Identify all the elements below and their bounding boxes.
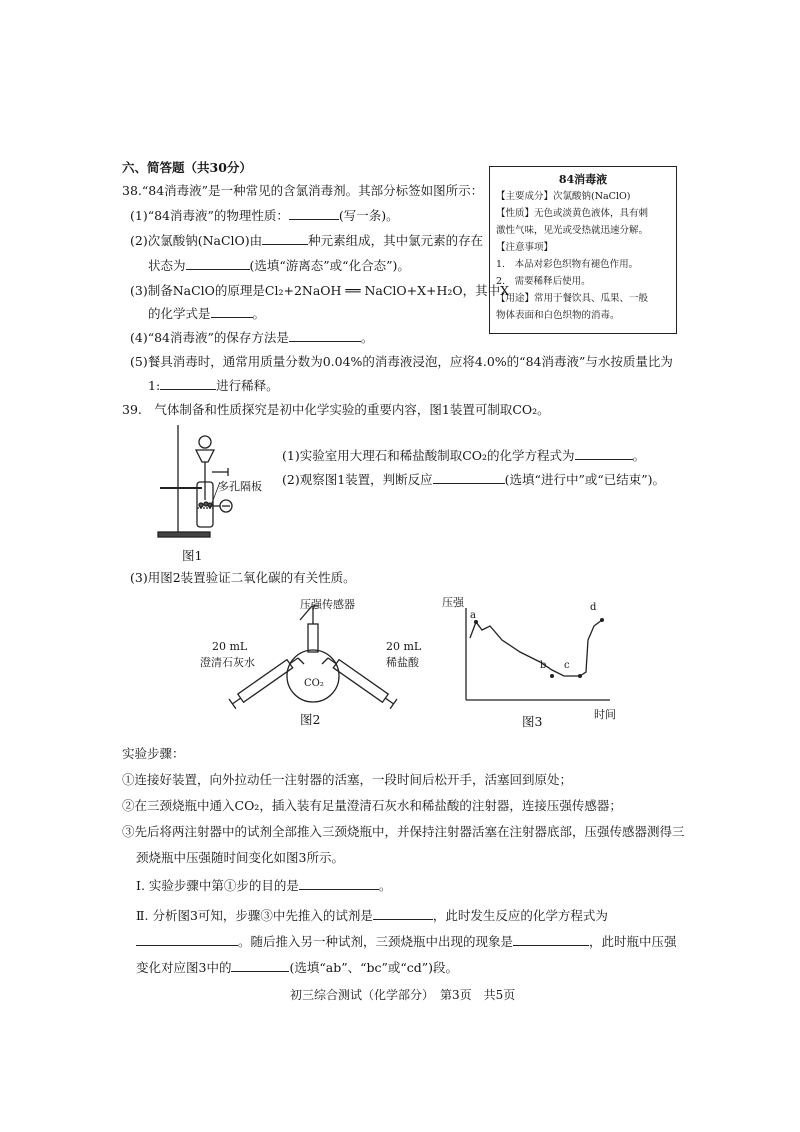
step-1: ①连接好装置，向外拉动任一注射器的活塞，一段时间后松开手，活塞回到原处； xyxy=(122,772,573,787)
q38-p5-text-c: 进行稀释。 xyxy=(216,378,279,393)
q38-p1-text-a: (1)“84消毒液”的物理性质： xyxy=(130,208,289,223)
fig2-left-volume: 20 mL xyxy=(212,640,248,653)
step-3: ③先后将两注射器中的试剂全部推入三颈烧瓶中，并保持注射器活塞在注射器底部，压强传感器测得三 xyxy=(122,824,685,839)
label-line: 【注意事项】 xyxy=(496,242,554,253)
qii-text-b: ，此时发生反应的化学方程式为 xyxy=(432,908,608,923)
pressure-line xyxy=(470,620,602,676)
label-line: 物体表面和白色织物的消毒。 xyxy=(496,310,620,321)
q39-intro: 39. 气体制备和性质探究是初中化学实验的重要内容，图1装置可制取CO₂。 xyxy=(122,402,550,417)
three-neck-flask xyxy=(287,650,339,702)
q38-part3: (3)制备NaClO的原理是Cl₂+2NaOH ══ NaClO+X+H₂O，其中X xyxy=(130,283,510,298)
fig1-plate-label: 多孔隔板 xyxy=(218,480,262,493)
fig2-right-volume: 20 mL xyxy=(386,640,422,653)
q38-part5: (5)餐具消毒时，通常用质量分数为0.04%的消毒液浸泡，应将4.0%的“84消毒液”与水按质量比为 xyxy=(130,354,673,369)
q38-part1 xyxy=(130,206,399,224)
q38-p4-text-b: 。 xyxy=(360,330,374,345)
q38-p2-text-d: (选填“游离态”或“化合态”)。 xyxy=(249,258,410,273)
step-3-cont: 颈烧瓶中压强随时间变化如图3所示。 xyxy=(136,850,344,865)
q39-part2 xyxy=(282,470,665,488)
qii-text-a: Ⅱ. 分析图3可知，步骤③中先推入的试剂是 xyxy=(136,908,373,923)
fig3-xlabel: 时间 xyxy=(594,708,616,721)
steps-title: 实验步骤： xyxy=(122,746,185,761)
disinfectant-label-box xyxy=(489,166,677,334)
question-ii-cont2 xyxy=(136,958,458,976)
qi-text-b: 。 xyxy=(378,878,392,893)
q38-p3-blank[interactable] xyxy=(211,305,253,318)
stand-base xyxy=(158,532,210,537)
question-ii xyxy=(136,906,608,924)
q38-part2 xyxy=(130,231,483,249)
qii-text-d: ，此时瓶中压强 xyxy=(589,934,677,949)
q38-p5-text-b: 1: xyxy=(148,378,161,393)
center-neck xyxy=(308,624,318,652)
fig3-pressure-curve xyxy=(440,600,620,720)
q39-p1-blank[interactable] xyxy=(575,447,633,460)
q38-p2-text-b: 种元素组成，其中氯元素的存在 xyxy=(308,233,484,248)
label-line: 【性质】无色或淡黄色液体，具有刺 xyxy=(496,208,649,219)
qii-text-f: (选填“ab”、“bc”或“cd”)段。 xyxy=(289,960,459,975)
qii-text-c: 。随后推入另一种试剂，三颈烧瓶中出现的现象是 xyxy=(238,934,514,949)
label-line: 1. 本品对彩色织物有褪色作用。 xyxy=(496,259,639,270)
qii-blank1[interactable] xyxy=(373,907,433,920)
fig3-point-c-label: c xyxy=(564,660,570,671)
q38-p2-text-a: (2)次氯酸钠(NaClO)由 xyxy=(130,233,263,248)
fig3-point-b-label: b xyxy=(540,660,547,671)
fig3-point-a-label: a xyxy=(470,610,476,621)
qi-blank[interactable] xyxy=(299,877,379,890)
qii-blank3[interactable] xyxy=(513,933,589,946)
q38-p4-text-a: (4)“84消毒液”的保存方法是 xyxy=(130,330,289,345)
qii-blank2[interactable] xyxy=(136,933,238,946)
label-line: 激性气味，见光或受热就迅速分解。 xyxy=(496,225,649,236)
q39-p2-text-a: (2)观察图1装置，判断反应 xyxy=(282,472,433,487)
fig2-flask-label: CO₂ xyxy=(304,678,324,689)
q38-p1-text-b: (写一条)。 xyxy=(338,208,399,223)
q38-intro: 38.“84消毒液”是一种常见的含氯消毒剂。其部分标签如图所示： xyxy=(122,183,484,198)
fig3-ylabel: 压强 xyxy=(442,596,464,609)
q38-part3-cont xyxy=(148,304,265,322)
funnel xyxy=(196,450,214,462)
q39-part1 xyxy=(282,446,645,464)
label-title: 84消毒液 xyxy=(558,173,608,186)
label-line: 【用途】常用于餐饮具、瓜果、一般 xyxy=(496,293,649,304)
q38-p5-blank[interactable] xyxy=(160,377,216,390)
q38-p1-blank[interactable] xyxy=(289,207,339,220)
point-d xyxy=(600,618,604,622)
question-i xyxy=(136,876,391,894)
q38-p3-text-b: 的化学式是 xyxy=(148,306,211,321)
qi-text-a: Ⅰ. 实验步骤中第①步的目的是 xyxy=(136,878,299,893)
q39-p1-text-b: 。 xyxy=(632,448,646,463)
q38-p2-text-c: 状态为 xyxy=(148,258,186,273)
q38-part2-cont xyxy=(148,256,410,274)
funnel-stopper xyxy=(199,436,211,448)
section-title: 六、简答题（共30分） xyxy=(122,160,252,175)
fig3-caption: 图3 xyxy=(522,714,543,729)
point-c xyxy=(578,674,582,678)
fig2-right-reagent: 稀盐酸 xyxy=(386,656,419,669)
q38-p2-blank2[interactable] xyxy=(186,257,250,270)
q38-part4 xyxy=(130,328,373,346)
fig2-left-reagent: 澄清石灰水 xyxy=(200,656,255,669)
qii-blank4[interactable] xyxy=(231,959,289,972)
step-2: ②在三颈烧瓶中通入CO₂，插入装有足量澄清石灰水和稀盐酸的注射器，连接压强传感器； xyxy=(122,798,622,813)
fig1-caption: 图1 xyxy=(182,548,203,563)
page-footer: 初三综合测试（化学部分） 第3页 共5页 xyxy=(290,988,516,1002)
qii-text-e: 变化对应图3中的 xyxy=(136,960,232,975)
fig2-caption: 图2 xyxy=(300,712,321,727)
fig2-sensor-label: 压强传感器 xyxy=(300,598,355,611)
q39-p1-text-a: (1)实验室用大理石和稀盐酸制取CO₂的化学方程式为 xyxy=(282,448,575,463)
q38-p3-text-c: 。 xyxy=(252,306,266,321)
label-line: 【主要成分】次氯酸钠(NaClO) xyxy=(496,191,631,202)
q38-part5-cont xyxy=(148,376,279,394)
fig3-point-d-label: d xyxy=(590,602,597,613)
label-line: 2. 需要稀释后使用。 xyxy=(496,276,591,287)
q39-part3: (3)用图2装置验证二氧化碳的有关性质。 xyxy=(130,570,356,585)
q39-p2-blank[interactable] xyxy=(433,471,505,484)
q39-p2-text-b: (选填“进行中”或“已结束”)。 xyxy=(504,472,665,487)
q38-p2-blank1[interactable] xyxy=(262,232,308,245)
point-b xyxy=(550,674,554,678)
question-ii-cont xyxy=(136,932,677,950)
q38-p4-blank[interactable] xyxy=(289,329,361,342)
